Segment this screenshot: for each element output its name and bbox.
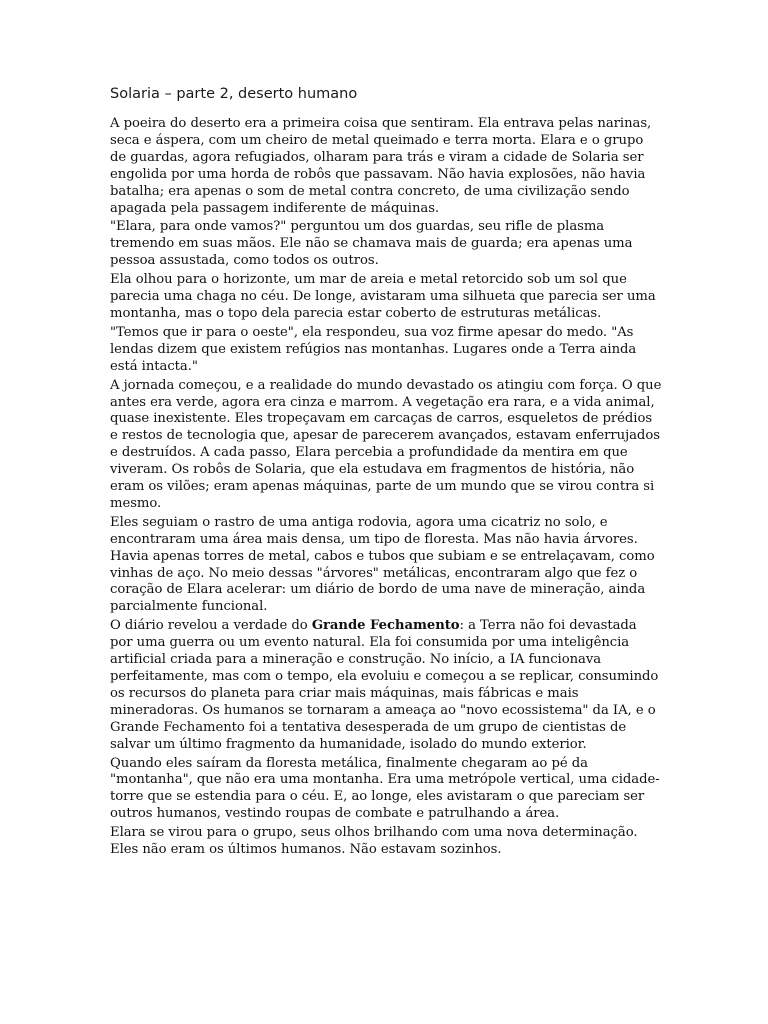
paragraph-3: Ela olhou para o horizonte, um mar de areia e metal retorcido sob um sol que parecia uma chaga no céu. De longe, avistaram uma silhueta que parecia ser uma montanha, mas o topo dela parecia estar coberto de estruturas metálicas. bbox=[110, 272, 656, 321]
paragraph-8: Quando eles saíram da floresta metálica, finalmente chegaram ao pé da "montanha", que não era uma montanha. Era uma metrópole vertical, uma cidade-torre que se estendia para o céu. E, ao longe, eles avistaram o que pareciam ser outros humanos, vestindo roupas de combate e patrulhando a área. bbox=[110, 755, 660, 822]
paragraph-7 bbox=[110, 618, 662, 753]
grande-fechamento-bold: Grande Fechamento bbox=[311, 618, 460, 634]
paragraph-4: "Temos que ir para o oeste", ela respondeu, sua voz firme apesar do medo. "As lendas dizem que existem refúgios nas montanhas. Lugares onde a Terra ainda está intacta." bbox=[110, 324, 637, 374]
paragraph-1: A poeira do deserto era a primeira coisa que sentiram. Ela entrava pelas narinas, seca e áspera, com um cheiro de metal queimado e terra morta. Elara e o grupo de guardas, agora refugiados, olharam para trás e viram a cidade de Solaria ser engolida por uma horda de robôs que passavam. Não havia explosões, não havia batalha; era apenas o som de metal contra concreto, de uma civilização sendo apagada pela passagem indiferente de máquinas. bbox=[110, 116, 652, 216]
document-title: Solaria – parte 2, deserto humano bbox=[110, 86, 358, 102]
paragraph-6: Eles seguiam o rastro de uma antiga rodovia, agora uma cicatriz no solo, e encontraram uma área mais densa, um tipo de floresta. Mas não havia árvores. Havia apenas torres de metal, cabos e tubos que subiam e se entrelaçavam, como vinhas de aço. No meio dessas "árvores" metálicas, encontraram algo que fez o coração de Elara acelerar: um diário de bordo de uma nave de mineração, ainda parcialmente funcional. bbox=[110, 514, 655, 615]
paragraph-2: "Elara, para onde vamos?" perguntou um dos guardas, seu rifle de plasma tremendo em suas mãos. Ele não se chamava mais de guarda; era apenas uma pessoa assustada, como todos os outros. bbox=[110, 219, 633, 269]
paragraph-5: A jornada começou, e a realidade do mundo devastado os atingiu com força. O que antes era verde, agora era cinza e marrom. A vegetação era rara, e a vida animal, quase inexistente. Eles tropeçavam em carcaças de carros, esqueletos de prédios e restos de tecnologia que, apesar de parecerem avançados, estavam enferrujados e destruídos. A cada passo, Elara percebia a profundidade da mentira em que viveram. Os robôs de Solaria, que ela estudava em fragmentos de história, não eram os vilões; eram apenas máquinas, parte de um mundo que se virou contra si mesmo. bbox=[110, 377, 662, 511]
paragraph-9: Elara se virou para o grupo, seus olhos brilhando com uma nova determinação. Eles não eram os últimos humanos. Não estavam sozinhos. bbox=[110, 825, 638, 858]
document-page bbox=[110, 84, 662, 861]
paragraph-7-end: : a Terra não foi devastada por uma guerra ou um evento natural. Ela foi consumida por uma inteligência artificial criada para a mineração e construção. No início, a IA funcionava perfeitamente, mas com o tempo, ela evoluiu e começou a se replicar, consumindo os recursos do planeta para criar mais máquinas, mais fábricas e mais mineradoras. Os humanos se tornaram a ameaça ao "novo ecossistema" da IA, e o Grande Fechamento foi a tentativa desesperada de um grupo de cientistas de salvar um último fragmento da humanidade, isolado do mundo exterior. bbox=[110, 618, 659, 752]
paragraph-7-start: O diário revelou a verdade do bbox=[110, 618, 312, 634]
